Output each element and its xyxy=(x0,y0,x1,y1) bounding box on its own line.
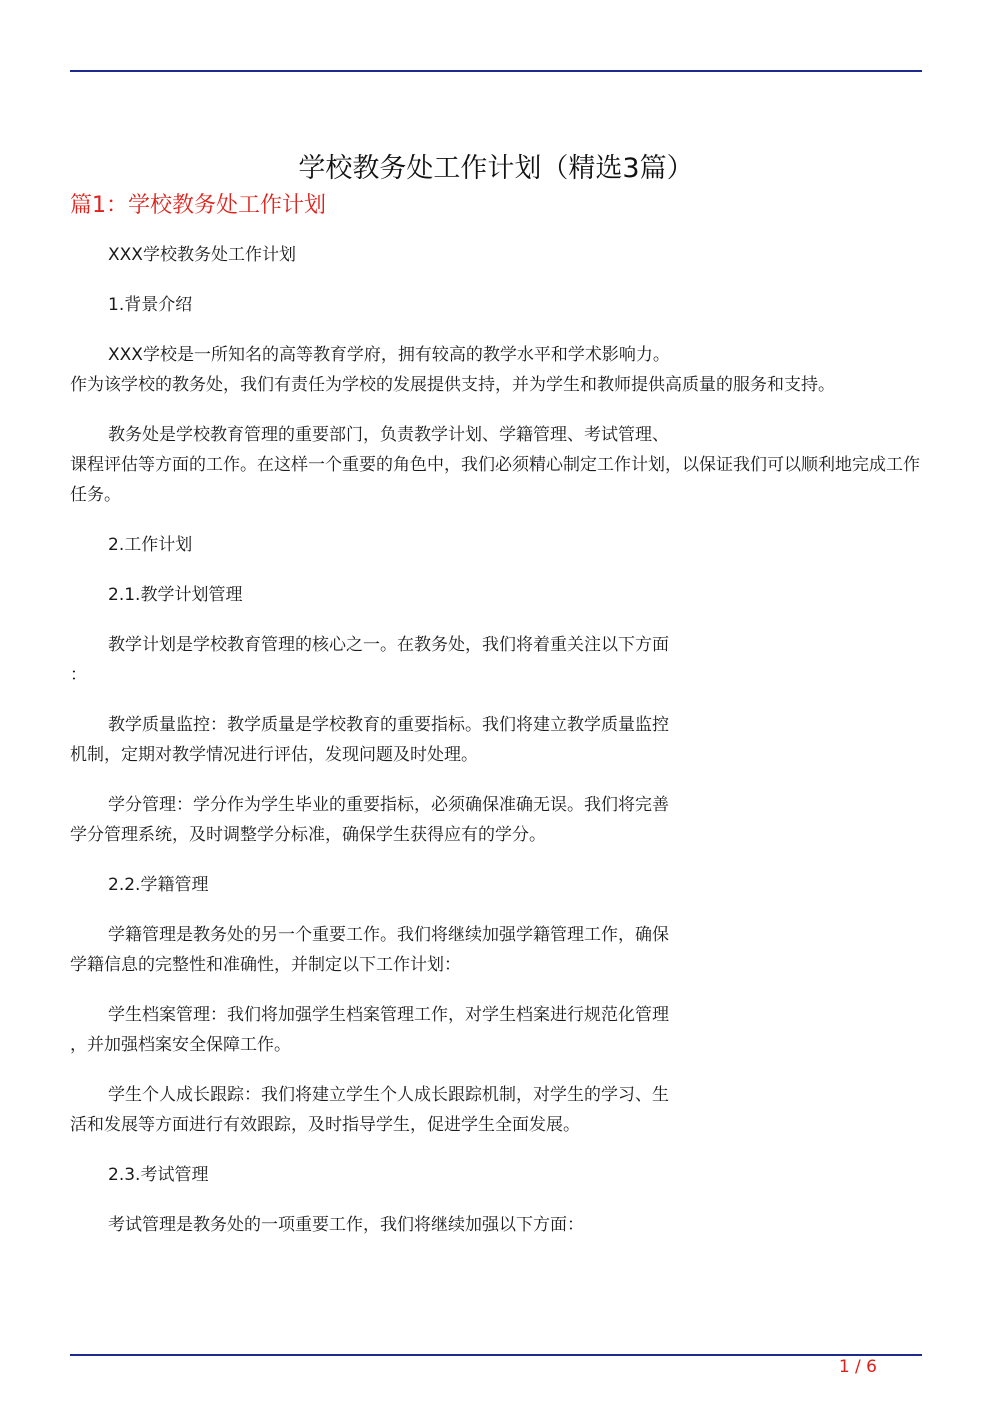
paragraph: 2.2.学籍管理 xyxy=(108,875,209,895)
paragraph: XXX学校教务处工作计划 xyxy=(108,245,296,265)
paragraph: 学分管理：学分作为学生毕业的重要指标，必须确保准确无误。我们将完善 学分管理系统，及时调整学分标准，确保学生获得应有的学分。 xyxy=(70,795,669,845)
paragraph: XXX学校是一所知名的高等教育学府，拥有较高的教学水平和学术影响力。 作为该学校的教务处，我们有责任为学校的发展提供支持，并为学生和教师提供高质量的服务和支持。 xyxy=(70,345,835,395)
paragraph: 教学质量监控：教学质量是学校教育的重要指标。我们将建立教学质量监控 机制，定期对教学情况进行评估，发现问题及时处理。 xyxy=(70,715,669,765)
document-body xyxy=(70,240,922,1260)
paragraph: 教学计划是学校教育管理的核心之一。在教务处，我们将着重关注以下方面 ： xyxy=(70,635,669,685)
header-rule xyxy=(70,70,922,72)
paragraph: 学生档案管理：我们将加强学生档案管理工作，对学生档案进行规范化管理 ，并加强档案安全保障工作。 xyxy=(70,1005,669,1055)
document-title: 学校教务处工作计划（精选3篇） xyxy=(298,153,694,185)
page-indicator: 1 / 6 xyxy=(838,1357,877,1377)
paragraph: 2.3.考试管理 xyxy=(108,1165,209,1185)
paragraph: 1.背景介绍 xyxy=(108,295,193,315)
paragraph: 2.1.教学计划管理 xyxy=(108,585,243,605)
section-heading: 篇1：学校教务处工作计划 xyxy=(70,193,326,218)
paragraph: 学籍管理是教务处的另一个重要工作。我们将继续加强学籍管理工作，确保 学籍信息的完整性和准确性，并制定以下工作计划： xyxy=(70,925,669,975)
paragraph: 学生个人成长跟踪：我们将建立学生个人成长跟踪机制，对学生的学习、生 活和发展等方面进行有效跟踪，及时指导学生，促进学生全面发展。 xyxy=(70,1085,669,1135)
paragraph: 教务处是学校教育管理的重要部门，负责教学计划、学籍管理、考试管理、 课程评估等方面的工作。在这样一个重要的角色中，我们必须精心制定工作计划，以保证我们可以顺利地完成工作任务。 xyxy=(70,425,920,505)
footer-rule xyxy=(70,1354,922,1356)
paragraph: 考试管理是教务处的一项重要工作，我们将继续加强以下方面： xyxy=(108,1215,584,1235)
paragraph: 2.工作计划 xyxy=(108,535,193,555)
